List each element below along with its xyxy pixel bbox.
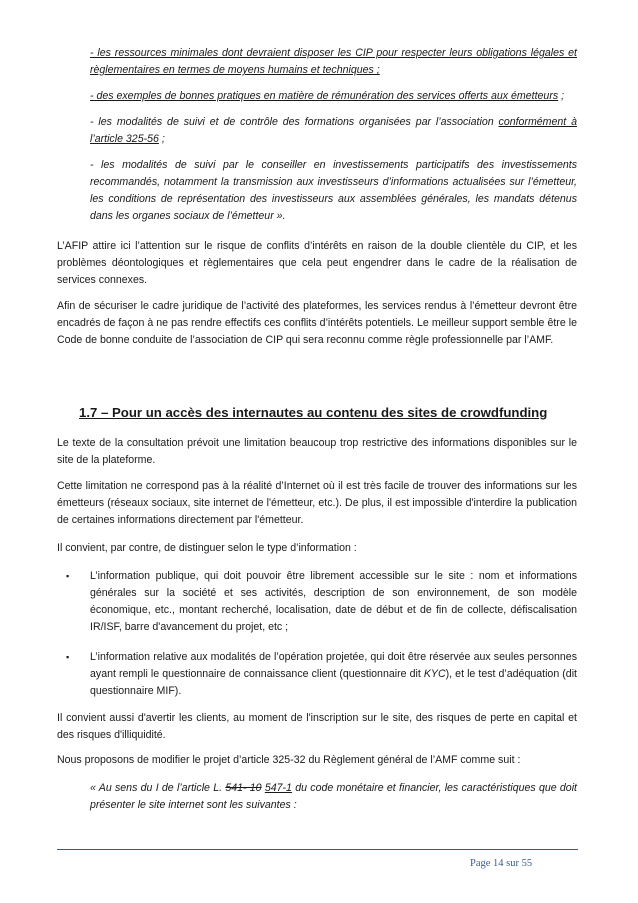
bullet-public-information: L’information publique, qui doit pouvoir être librement accessible sur le site : nom et informations générales sur la société et ses activités, description de son environnement, de son modèle économique, etc., montant recherché, localisation, date de début et de fin de collecte, défiscalisation IR/ISF, barre d'avancement du projet, etc ; [90,570,577,633]
paragraph-afip-conflicts: L’AFIP attire ici l’attention sur le risque de conflits d’intérêts en raison de la double clientèle du CIP, et les problèmes déontologiques et règlementaires que cela peut engendrer dans le cadre de la réalisation de services connexes. [57,240,577,286]
page-number: Page 14 sur 55 [470,858,533,869]
section-heading: 1.7 – Pour un accès des internautes au contenu des sites de crowdfunding [79,405,548,420]
quote-item-best-practices-tail: ; [558,90,565,102]
struck-article-reference: 541- 10 [225,782,262,794]
paragraph-proposal: Nous proposons de modifier le projet d’article 325-32 du Règlement général de l’AMF comme suit : [57,754,521,766]
bullet-restricted-information-text: L’information relative aux modalités de l’opération projetée, qui doit être réservée aux seules personnes ayant rempli le questionnaire de connaissance client (questionnaire dit [90,651,577,680]
quote-article-proposal-start: « Au sens du I de l’article L. [90,782,226,794]
paragraph-distinguish-information: Il convient, par contre, de distinguer selon le type d’information : [57,542,357,554]
quote-item-minimum-resources [90,45,577,79]
quote-item-training-control-text: - les modalités de suivi et de contrôle des formations organisées par l’association [90,116,499,128]
quote-article-proposal [90,780,577,814]
quote-item-best-practices [90,88,577,105]
bullet-restricted-information-end: ), et le test d’adéquation (dit questionnaire MIF). [90,668,577,697]
quote-item-training-control-reference: conformément à l’article 325-56 [90,116,577,145]
paragraph-internet-reality: Cette limitation ne correspond pas à la réalité d’Internet où il est très facile de trouver des informations sur les émetteurs (réseaux sociaux, site internet de l'émetteur, etc.). De plus, il est impossible d'interdire la publication de certaines informations directement par l'émetteur. [57,480,577,526]
footer-divider [57,849,578,850]
paragraph-secure-framework: Afin de sécuriser le cadre juridique de l’activité des plateformes, les services rendus à l’émetteur devront être encadrés de façon à ne pas rendre effectifs ces conflits d’intérêts potentiels. Le meilleur support semble être le Code de bonne conduite de l’association de CIP qui sera reconnu comme règle professionnelle par l’AMF. [57,300,577,346]
bullet-square-icon: ▪ [66,571,70,581]
paragraph-risk-warning: Il convient aussi d'avertir les clients, au moment de l'inscription sur le site, des risques de perte en capital et des risques d'illiquidité. [57,712,577,741]
paragraph-restrictive-limitation: Le texte de la consultation prévoit une limitation beaucoup trop restrictive des informations disponibles sur le site de la plateforme. [57,437,577,466]
quote-item-minimum-resources-text: - les ressources minimales dont devraient disposer les CIP pour respecter leurs obligations légales et règlementaires en termes de moyens humains et techniques ; [90,47,577,76]
quote-item-investment-followup [90,157,577,225]
kyc-term: KYC [423,668,446,680]
quote-item-training-control-tail: ; [158,133,165,145]
bullet-square-icon: ▪ [66,652,70,662]
quote-item-investment-followup-text: - les modalités de suivi par le conseiller en investissements participatifs des investissements recommandés, notamment la transmission aux investisseurs d’informations actualisées sur l’émetteur, les conditions de représentation des investisseurs aux assemblées générales, les mandats détenus dans les organes sociaux de l’émetteur ». [90,159,577,222]
bullet-restricted-information [90,649,577,700]
quote-item-best-practices-text: - des exemples de bonnes pratiques en matière de rémunération des services offerts aux émetteurs [90,90,559,102]
quote-item-training-control [90,114,577,148]
quote-article-proposal-end: du code monétaire et financier, les caractéristiques que doit présenter le site internet sont les suivantes : [90,782,577,811]
new-article-reference: 547-1 [264,782,292,794]
